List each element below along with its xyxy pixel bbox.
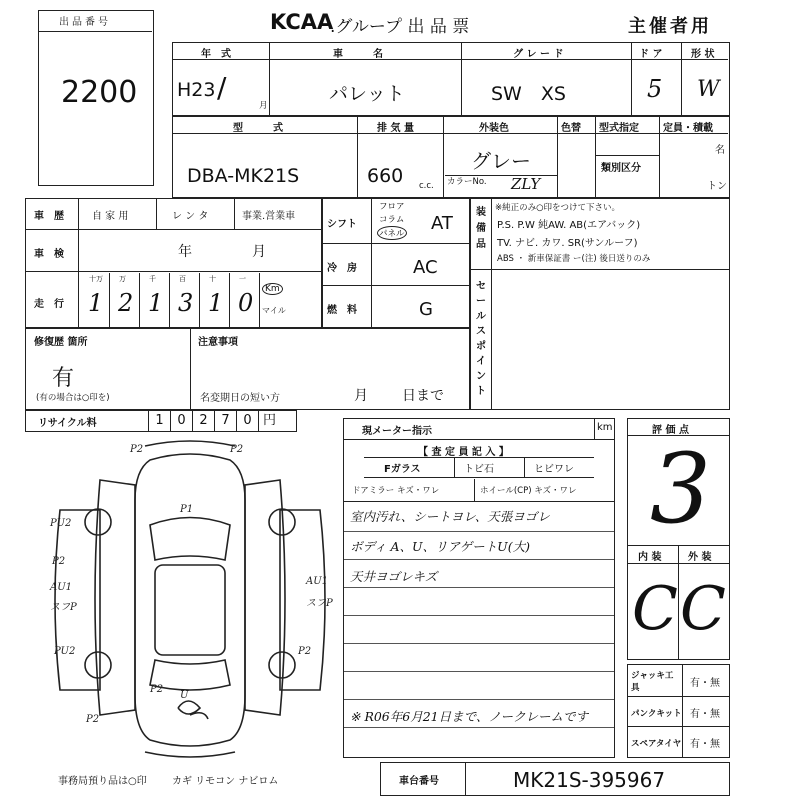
note-rule — [344, 643, 614, 644]
recycle-digit-3: 7 — [214, 411, 236, 431]
office-note: 事務局預り品は○印 — [58, 776, 147, 787]
recycle-digit-4: 0 — [236, 411, 258, 431]
mileage-digit-1: 万 2 — [110, 273, 140, 327]
recycle-label: リサイクル料 — [38, 418, 97, 429]
mileage-digit-2: 千 1 — [140, 273, 170, 327]
interior-score: C — [632, 574, 678, 644]
class-label: 類別区分 — [601, 163, 641, 174]
score-label: 評 価 点 — [652, 425, 689, 436]
spec-box: シフト フロア コラム パネル AT 冷 房 AC 燃 料 G — [322, 198, 470, 328]
row1-box: 年 式 車 名 グ レ ー ド ド ア 形 状 H23 / 月 パレット SW XS 5 W — [172, 42, 730, 116]
score-value: 3 — [650, 433, 712, 545]
equipment-line-3: ABS ・ 新車保証書 ー(注) 後日送りのみ — [497, 254, 651, 264]
inspector-label: 【 査 定 員 記 入 】 — [418, 447, 509, 458]
office-items: カギ リモコン ナビロム — [172, 776, 279, 787]
damage-mark-0: P2 — [130, 444, 144, 455]
damage-mark-3: PU2 — [50, 518, 72, 529]
tools-box: ジャッキ工具 パンクキット スペアタイヤ 有・無 有・無 有・無 — [627, 664, 730, 758]
caution-label: 注意事項 — [198, 337, 238, 348]
lot-box — [38, 10, 154, 186]
note-line-3: 天井ヨゴレキズ — [350, 569, 438, 584]
recycle-digit-0: 1 — [148, 411, 170, 431]
fglass-label: Fガラス — [384, 464, 421, 475]
brand-logo: KCAA — [270, 10, 334, 34]
recycle-digit-2: 2 — [192, 411, 214, 431]
history-business: 事業.営業車 — [242, 211, 296, 222]
color-value: グレー — [471, 149, 531, 173]
history-box: 車 歴 自 家 用 レ ン タ 事業.営業車 車 検 年 月 走 行 十万 1 万 2 千 1 百 3 十 1 一 0 Km マイル — [25, 198, 322, 328]
damage-mark-7: AU1 — [50, 582, 73, 593]
note-rule — [344, 727, 614, 728]
grade-value: SW XS — [491, 83, 566, 105]
inspection-box: 現メーター指示 km 【 査 定 員 記 入 】 Fガラス トビ石 ヒビワレ ドアミラー キズ・ワレ ホイール(CP) キズ・ワレ 室内汚れ、シートヨレ、天張ヨゴレ ボディ A、U、リアゲートU(大) 天井ヨゴレキズ ※ R06年6月21日まで、ノークレームです — [343, 418, 615, 758]
shift-value: AT — [431, 213, 453, 234]
fuel-value: G — [419, 299, 433, 320]
damage-mark-2: P1 — [180, 504, 194, 515]
note-rule — [344, 699, 614, 700]
type-spec-label: 型式指定 — [599, 123, 639, 134]
puncture-label: パンクキット — [631, 709, 682, 719]
car-name: パレット — [329, 83, 405, 105]
recycle-digits — [148, 411, 296, 431]
mileage-digit-0: 十万 1 — [80, 273, 110, 327]
sheet-title: .グループ 出 品 票 — [330, 17, 470, 37]
note-rule — [344, 671, 614, 672]
lot-number: 2200 — [61, 75, 138, 110]
damage-mark-11: P2 — [150, 684, 164, 695]
recycle-digit-1: 0 — [170, 411, 192, 431]
recycle-unit: 円 — [258, 411, 280, 431]
ac-label: 冷 房 — [327, 263, 357, 274]
note-line-1: 室内汚れ、シートヨレ、天張ヨゴレ — [350, 509, 550, 524]
history-label: 車 歴 — [34, 211, 64, 222]
note-rule — [344, 615, 614, 616]
mileage-digits — [80, 273, 320, 327]
fuel-label: 燃 料 — [327, 305, 357, 316]
equipment-note: ※純正のみ○印をつけて下さい。 — [495, 203, 621, 213]
chassis-number: MK21S-395967 — [513, 768, 666, 792]
mileage-digit-4: 十 1 — [200, 273, 230, 327]
color-change-label: 色替 — [561, 123, 581, 134]
equipment-line-1: P.S. P.W 純AW. AB(エアバック) — [497, 220, 641, 231]
note-rule — [344, 559, 614, 560]
wheel-label: ホイール(CP) キズ・ワレ — [480, 486, 577, 496]
damage-mark-8: スフP — [50, 602, 77, 613]
car-name-label: 車 名 — [333, 49, 383, 60]
capacity-label: 定員・積載 — [663, 123, 713, 134]
chassis-label: 車台番号 — [399, 776, 439, 787]
repair-box: 修復歴 箇所 有 (有の場合は○印を) 注意事項 名変期日の短い方 月 日まで — [25, 328, 470, 410]
form-label: 形 状 — [691, 49, 715, 60]
note-rule — [344, 587, 614, 588]
grade-label: グ レ ー ド — [513, 49, 564, 60]
door-label: ド ア — [639, 49, 663, 60]
inspection-label: 車 検 — [34, 249, 64, 260]
sales-point-label: セールスポイント — [476, 281, 486, 397]
history-private: 自 家 用 — [92, 211, 129, 222]
exterior-score: C — [680, 574, 726, 644]
history-rental: レ ン タ — [172, 211, 209, 222]
note-line-4: ※ R06年6月21日まで、ノークレームです — [350, 709, 588, 724]
chassis-box — [380, 762, 730, 796]
note-rule — [344, 531, 614, 532]
damage-mark-10: P2 — [298, 646, 312, 657]
ac-value: AC — [413, 257, 438, 278]
mile-unit: マイル — [262, 306, 286, 315]
shift-label: シフト — [327, 219, 357, 230]
mileage-label: 走 行 — [34, 299, 64, 310]
repair-value: 有 — [52, 366, 75, 391]
damage-mark-12: U — [180, 690, 189, 701]
color-number: ZLY — [511, 175, 541, 193]
model-label: 型 式 — [233, 123, 283, 134]
copy-label: 主催者用 — [628, 16, 712, 37]
damage-mark-4: P2 — [52, 556, 66, 567]
displacement-value: 660 — [367, 165, 404, 187]
damage-mark-9: PU2 — [54, 646, 76, 657]
color-label: 外装色 — [479, 123, 509, 134]
spare-label: スペアタイヤ — [631, 739, 682, 749]
equipment-line-2: TV. ナビ. カワ. SR(サンルーフ) — [497, 238, 638, 249]
lot-label: 出品番号 — [59, 17, 111, 28]
equipment-label: 装備品 — [476, 207, 486, 250]
mileage-digit-3: 百 3 — [170, 273, 200, 327]
damage-mark-6: スフP — [306, 598, 333, 609]
year-label: 年 式 — [201, 49, 231, 60]
km-unit: Km — [262, 283, 283, 295]
damage-mark-5: AU1 — [306, 576, 329, 587]
hibi-label: ヒビワレ — [534, 464, 574, 475]
form-value: W — [697, 77, 720, 102]
mirror-label: ドアミラー キズ・ワレ — [352, 486, 440, 496]
car-diagram — [40, 440, 333, 760]
model-year: H23 — [177, 79, 216, 101]
meter-label: 現メーター指示 — [362, 426, 432, 437]
score-box: 評 価 点 3 内 装 外 装 C C — [627, 418, 730, 660]
mileage-digit-5: 一 0 — [230, 273, 260, 327]
doors-value: 5 — [647, 75, 663, 103]
damage-mark-13: P2 — [86, 714, 100, 725]
model-code: DBA-MK21S — [187, 165, 300, 187]
tobi-label: トビ石 — [464, 464, 494, 475]
displacement-label: 排 気 量 — [377, 123, 414, 134]
jack-label: ジャッキ工具 — [631, 671, 674, 693]
repair-label: 修復歴 箇所 — [34, 337, 88, 348]
row2-box: 型 式 排 気 量 外装色 色替 型式指定 定員・積載 類別区分 名 トン DBA-MK21S 660 c.c. グレー カラーNo. ZLY — [172, 116, 730, 198]
damage-mark-1: P2 — [230, 444, 244, 455]
equipment-box — [470, 198, 730, 410]
note-line-2: ボディ A、U、リアゲートU(大) — [350, 539, 530, 554]
recycle-box — [25, 410, 297, 432]
